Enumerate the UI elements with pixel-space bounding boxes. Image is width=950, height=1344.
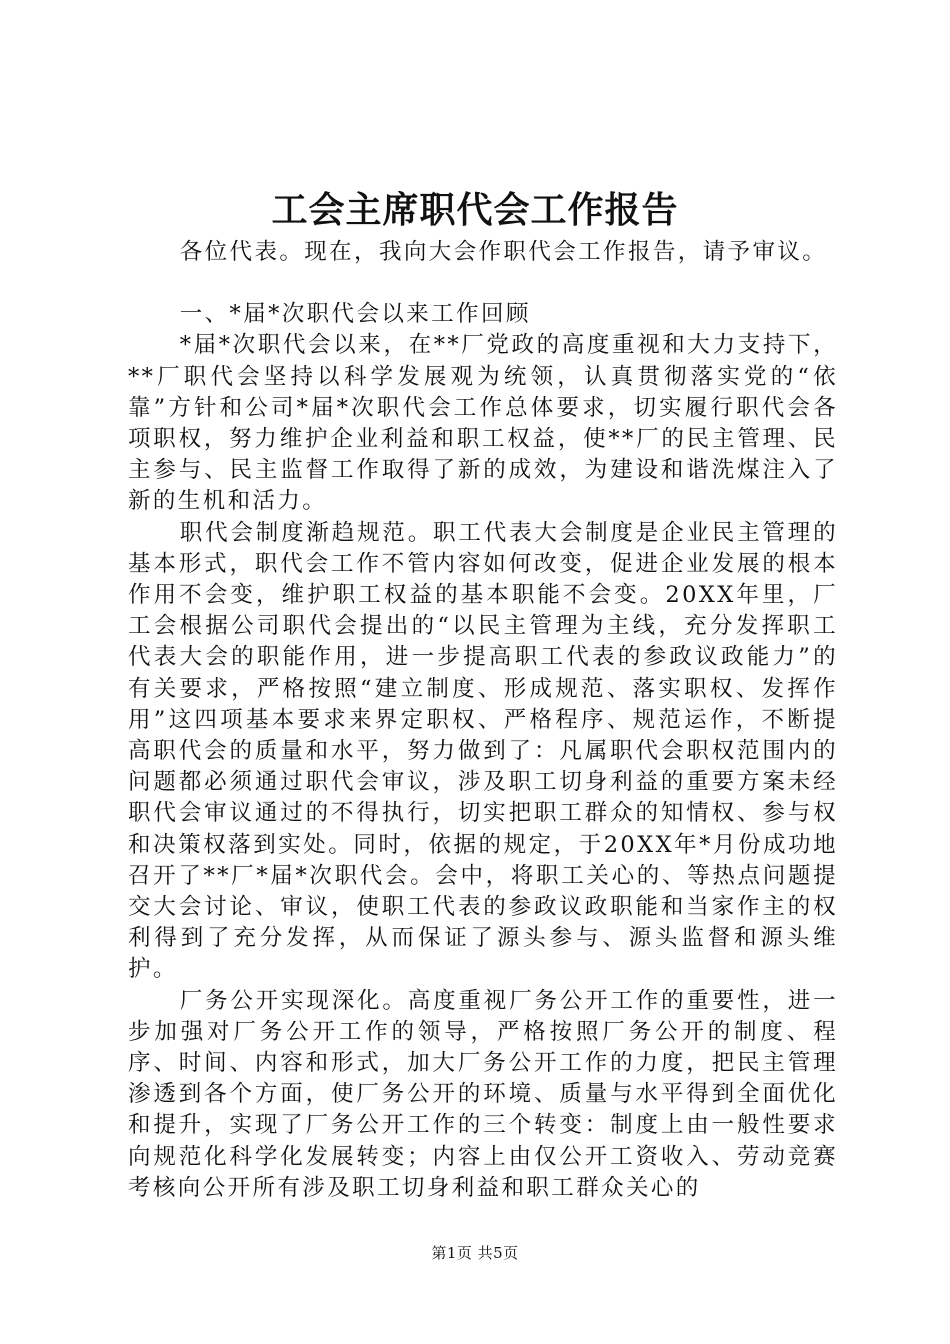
section-heading: 一、*届*次职代会以来工作回顾: [179, 301, 531, 328]
document-body: [128, 237, 838, 1204]
paragraph: 职代会制度渐趋规范。职工代表大会制度是企业民主管理的基本形式，职代会工作不管内容如何改变，促进企业发展的根本作用不会变，维护职工权益的基本职能不会变。20XX年里，厂工会根据公司职代会提出的“以民主管理为主线，充分发挥职工代表大会的职能作用，进一步提高职工代表的参政议政能力”的有关要求，严格按照“建立制度、形成规范、落实职权、发挥作用”这四项基本要求来界定职权、严格程序、规范运作，不断提高职代会的质量和水平，努力做到了：凡属职代会职权范围内的问题都必须通过职代会审议，涉及职工切身利益的重要方案未经职代会审议通过的不得执行，切实把职工群众的知情权、参与权和决策权落到实处。同时，依据的规定，于20XX年*月份成功地召开了**厂*届*次职代会。会中，将职工关心的、等热点问题提交大会讨论、审议，使职工代表的参政议政职能和当家作主的权利得到了充分发挥，从而保证了源头参与、源头监督和源头维护。: [128, 519, 838, 983]
paragraph: *届*次职代会以来，在**厂党政的高度重视和大力支持下，**厂职代会坚持以科学发展观为统领，认真贯彻落实党的“依靠”方针和公司*届*次职代会工作总体要求，切实履行职代会各项职权，努力维护企业利益和职工权益，使**厂的民主管理、民主参与、民主监督工作取得了新的成效，为建设和谐洗煤注入了新的生机和活力。: [128, 332, 838, 515]
page-number-footer: 第1页 共5页: [431, 1244, 519, 1262]
paragraph-opening: 各位代表。现在，我向大会作职代会工作报告，请予审议。: [179, 239, 828, 265]
paragraph: 厂务公开实现深化。高度重视厂务公开工作的重要性，进一步加强对厂务公开工作的领导，严格按照厂务公开的制度、程序、时间、内容和形式，加大厂务公开工作的力度，把民主管理渗透到各个方面，使厂务公开的环境、质量与水平得到全面优化和提升，实现了厂务公开工作的三个转变：制度上由一般性要求向规范化科学化发展转变；内容上由仅公开工资收入、劳动竞赛考核向公开所有涉及职工切身利益和职工群众关心的: [128, 987, 838, 1201]
page-title: 工会主席职代会工作报告: [271, 189, 679, 231]
